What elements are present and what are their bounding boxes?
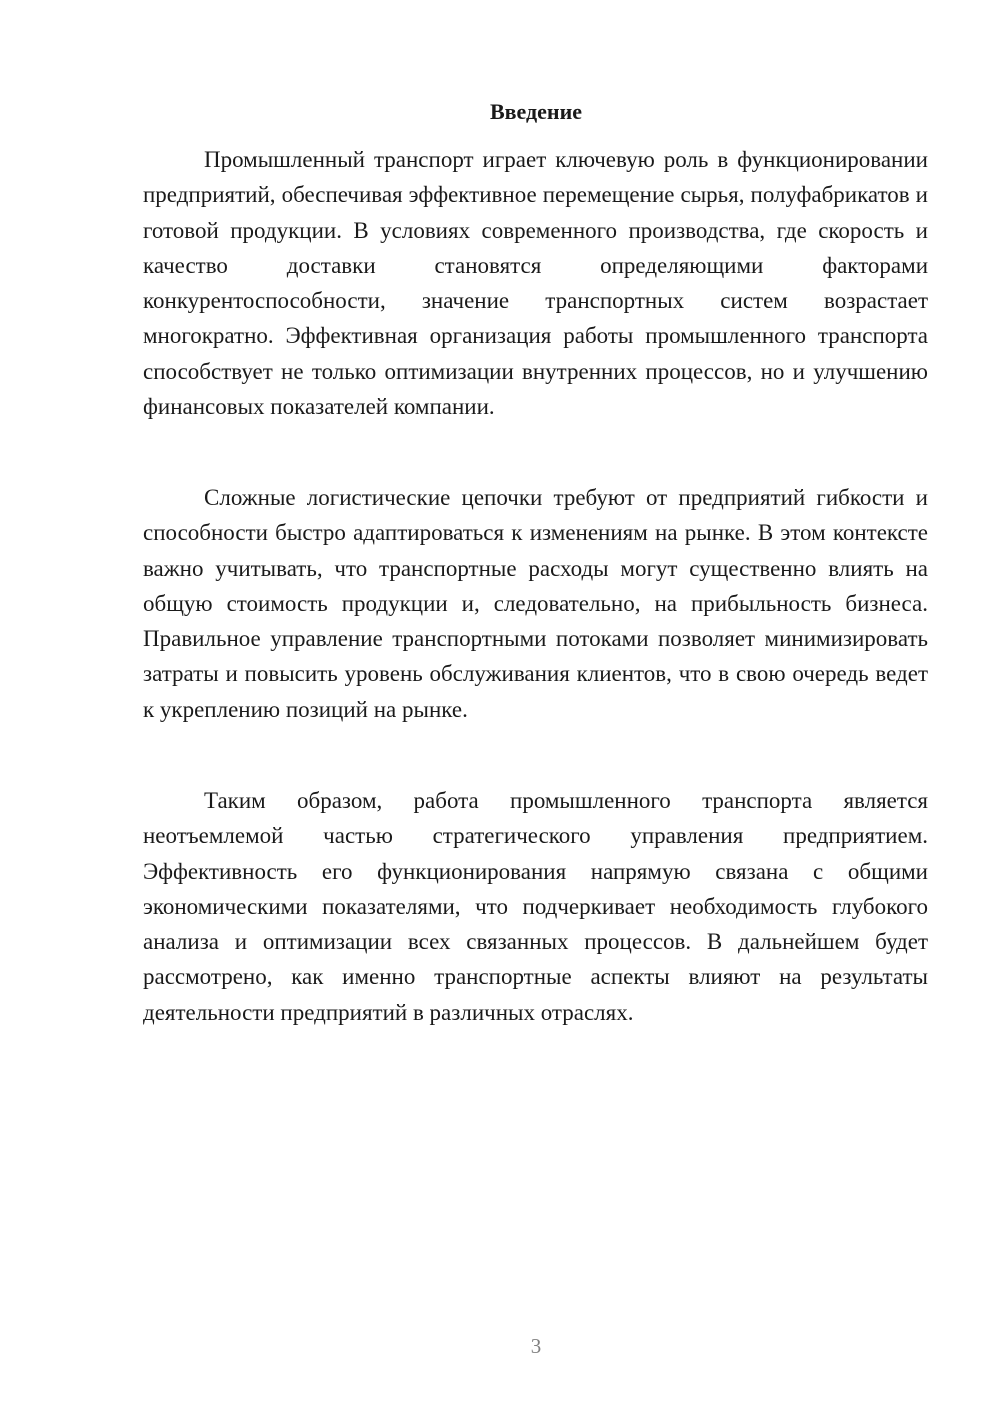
paragraph-1: Промышленный транспорт играет ключевую роль в функционировании предприятий, обеспечивая эффективное перемещение сырья, полуфабрикатов и готовой продукции. В условиях современного производства, где скорость и качество доставки становятся определяющими факторами конкурентоспособности, значение транспортных систем возрастает многократно. Эффективная организация работы промышленного транспорта способствует не только оптимизации внутренних процессов, но и улучшению финансовых показателей компании. [143,147,928,420]
paragraph-2: Сложные логистические цепочки требуют от предприятий гибкости и способности быстро адаптироваться к изменениям на рынке. В этом контексте важно учитывать, что транспортные расходы могут существенно влиять на общую стоимость продукции и, следовательно, на прибыльность бизнеса. Правильное управление транспортными потоками позволяет минимизировать затраты и повысить уровень обслуживания клиентов, что в свою очередь ведет к укреплению позиций на рынке. [143,485,928,722]
paragraph-3: Таким образом, работа промышленного транспорта является неотъемлемой частью стратегического управления предприятием. Эффективность его функционирования напрямую связана с общими экономическими показателями, что подчеркивает необходимость глубокого анализа и оптимизации всех связанных процессов. В дальнейшем будет рассмотрено, как именно транспортные аспекты влияют на результаты деятельности предприятий в различных отраслях. [143,788,928,1025]
page-number: 3 [530,1334,542,1358]
section-heading: Введение [489,99,583,124]
